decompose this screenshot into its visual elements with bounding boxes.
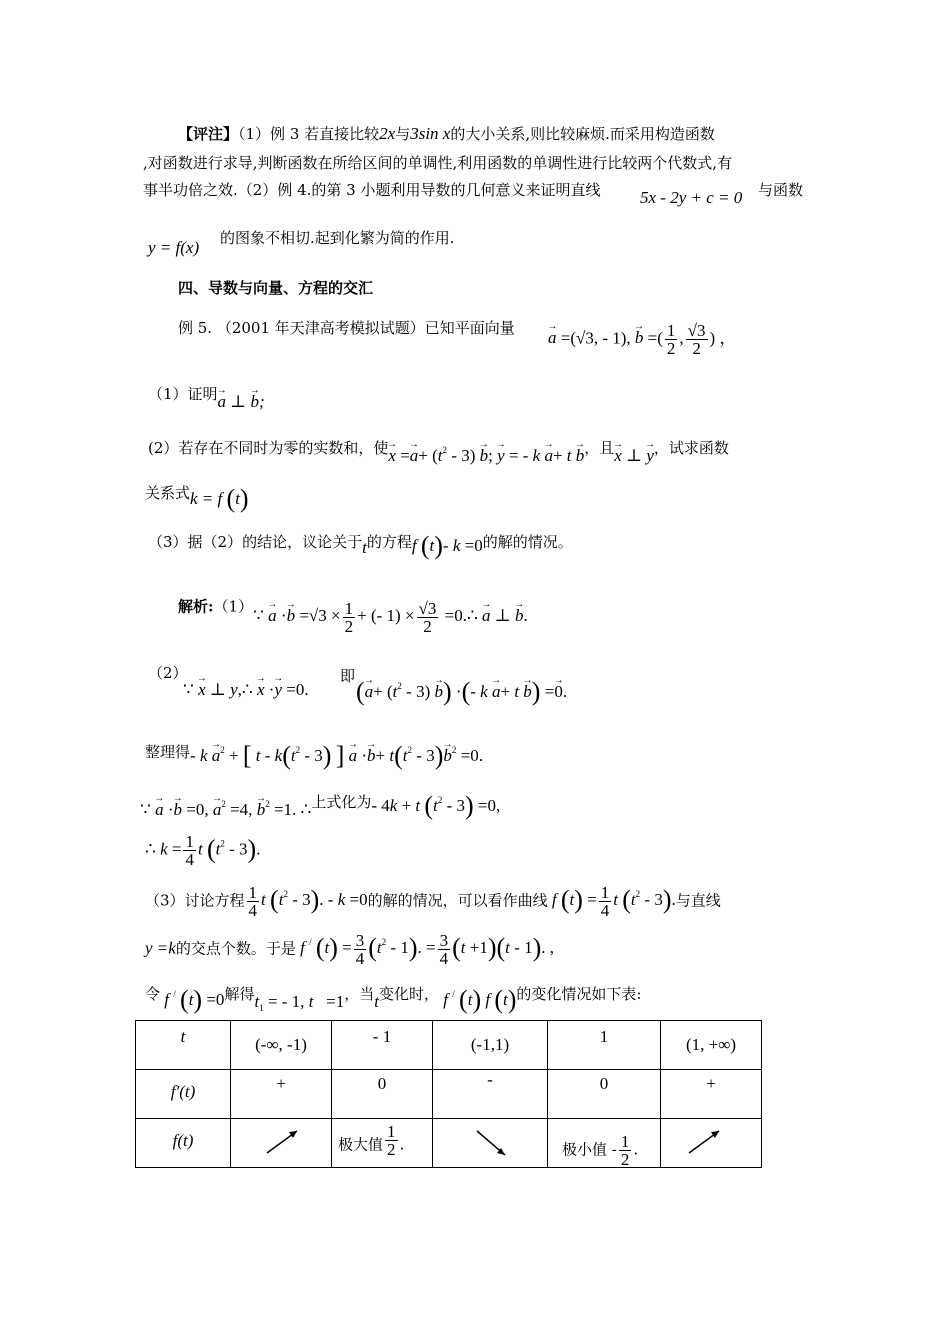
variation-table: [135, 1020, 762, 1168]
increasing-arrow-icon: [661, 1119, 761, 1167]
expr-3sinx: 3sin x: [410, 124, 451, 143]
solution-part-3: （3）讨论方程 $\frac{1}{4}$ t $(t^2 - 3)$. - k =0的解的情况，可以看作曲线 f (t) = $\frac{1}{4}$ t $(t^2 - 3)$.与直线: [145, 883, 721, 920]
question-2: (2）若存在不同时为零的实数和，使→ $x =\to a+ (t^2 - 3) \to b$; → y = - k → a+ t → b，且→ x ⊥ → y，试求函数: [148, 432, 729, 458]
solution-part-3-line-2: y =k的交点个数。于是 f / (t) = $\frac{3}{4}$ $(t^2 - 1)$. = $\frac{3}{4}$ (t +1)(t - 1). ,: [145, 931, 554, 968]
solution-2-expr: ∵ → x ⊥ y,∴ → x ·→ y =0.: [183, 680, 309, 700]
comment-line-4: 的图象不相切.起到化繁为简的作用.: [220, 229, 455, 247]
solution-2-ji: 即: [340, 667, 356, 685]
table-row: f′(t) + 0 - 0 +: [136, 1070, 762, 1119]
max-label: 极大值: [338, 1135, 384, 1154]
decreasing-arrow-icon: [433, 1119, 547, 1167]
solution-part-1: 解析:（1）∵ → a ·→ b =√3 × $\frac{1}{2}$ + (- 1) × $\frac{√3}{2}$ =0.∴ → a ⊥ → b.: [178, 590, 528, 625]
example-intro: 例 5. （2001 年天津高考模拟试题）已知平面向量: [178, 319, 515, 337]
solution-2-product: (→ $a+ (t^2 - 3) \to b$) ·(- k → a+ t → b) =→ 0.: [356, 676, 567, 702]
line-equation: 5x - 2y + c = 0: [640, 188, 743, 207]
increasing-arrow-icon: [231, 1119, 331, 1167]
question-3: （3）据（2）的结论，议论关于t的方程f (t)- k =0的解的情况。: [148, 531, 573, 560]
comment-tag: 【评注】: [178, 125, 239, 143]
vectors-def: → a =(√3, - 1), → b =( $\frac{1}{2}$ , $\frac{√3}{2}$ ) ，: [548, 322, 736, 357]
comment-line-3-end: 与函数: [758, 181, 804, 199]
comment-line-2: ,对函数进行求导,判断函数在所给区间的单调性,利用函数的单调性进行比较两个代数式,有: [143, 154, 733, 172]
table-row: f(t) 极大值 $\frac{1}{2}$ . 极小值 - $\frac{1}{2}$ .: [136, 1119, 762, 1168]
comment-line-1: 【评注】（1）例 3 若直接比较2x与3sin x的大小关系,则比较麻烦.而采用构造函数: [178, 124, 715, 143]
function-expr: y = f(x): [148, 238, 200, 257]
solution-2-because: ∵ → a ·→ b =0, → $a^2 =4$, → $b^2 =1$. ∴上式化为- 4k + t $(t^2 - 3) =0$,: [140, 786, 500, 812]
solution-2-result: ∴ k = $\frac{1}{4}$ t $(t^2 - 3)$.: [145, 832, 261, 869]
solution-part-3-line-3: 令 f / (t) =0解得$t_1$ = - 1, t =1，当t变化时， f / (t) f (t)的变化情况如下表:: [145, 985, 642, 1014]
solution-2-zhengli: 整理得- $k \to a^2$ + [ t - $k(t^2 - 3)$ ] → $a \cdot\to b+ t(t^2 - 3)\to b^2 =0$.: [145, 736, 483, 762]
question-1: （1）证明→ a ⊥ → b;: [148, 384, 265, 404]
solution-part-2: （2）: [148, 664, 188, 682]
min-label: 极小值 -: [562, 1140, 617, 1159]
table-row: t (-∞, -1) - 1 (-1,1) 1 (1, +∞): [136, 1021, 762, 1070]
question-2-line-2: 关系式k = f (t): [145, 484, 249, 513]
expr-2x: 2x: [379, 124, 396, 143]
comment-line-3: 事半功倍之效.（2）例 4.的第 3 小题利用导数的几何意义来证明直线: [143, 181, 601, 199]
section-title: 四、导数与向量、方程的交汇: [178, 279, 374, 297]
